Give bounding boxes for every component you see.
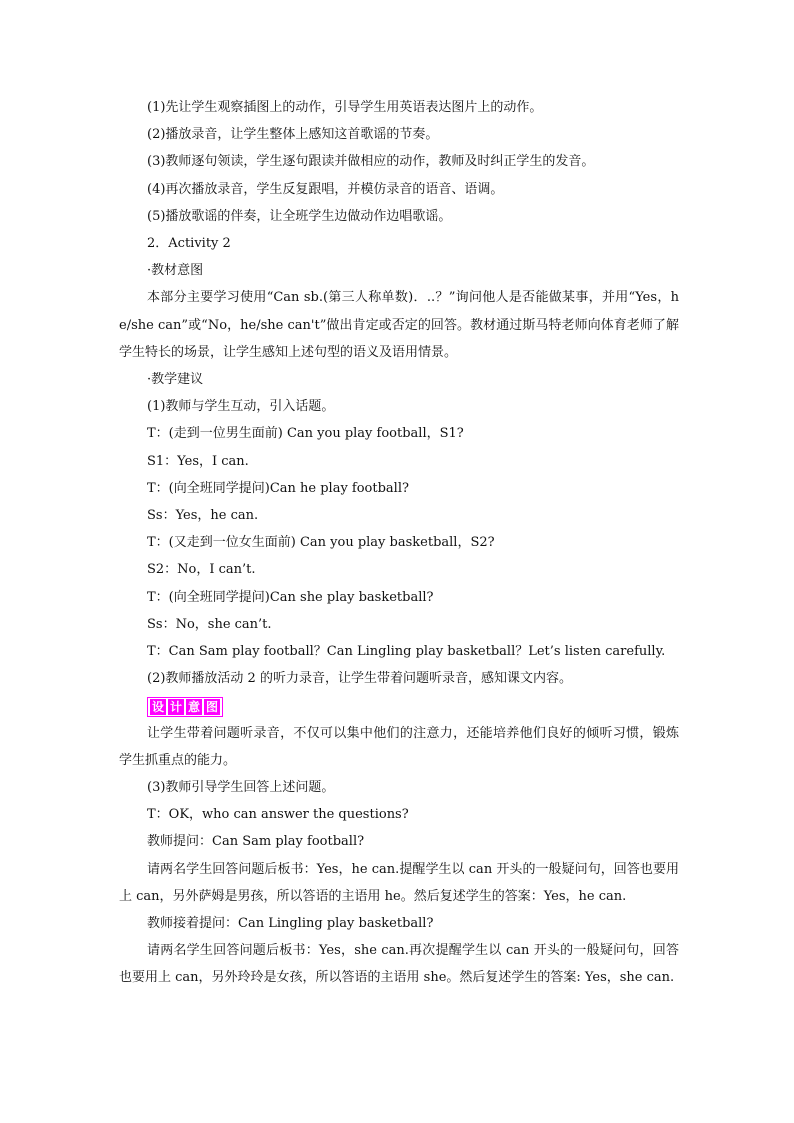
board-writing-paragraph: 请两名学生回答问题后板书：Yes，he can.提醒学生以 can 开头的一般疑问句，回答也要用上 can，另外萨姆是男孩，所以答语的主语用 he。然后复述学生的答案：Yes，he can.	[119, 861, 679, 904]
textbook-intent-paragraph: 本部分主要学习使用“Can sb.(第三人称单数)．..？”询问他人是否能做某事，并用“Yes，he/she can”或“No，he/she can't”做出肯定或否定的回答。教材通过斯马特老师向体育老师了解学生特长的场景，让学生感知上述句型的语义及语用情景。	[119, 290, 679, 360]
teacher-question-line: 教师接着提问：Can Lingling play basketball?	[147, 916, 434, 932]
dialogue-line: T：(走到一位男生面前) Can you play football，S1?	[147, 426, 464, 442]
activity-2-heading: 2．Activity 2	[147, 236, 231, 252]
step-1-paragraph: (1)先让学生观察插图上的动作，引导学生用英语表达图片上的动作。	[147, 100, 543, 115]
suggestion-1-paragraph: (1)教师与学生互动，引入话题。	[147, 399, 335, 415]
dialogue-line: T：Can Sam play football？Can Lingling play basketball？Let’s listen carefully.	[147, 644, 666, 660]
dialogue-line: S1：Yes，I can.	[147, 453, 249, 469]
step-4-paragraph: (4)再次播放录音，学生反复跟唱，并模仿录音的语音、语调。	[147, 181, 504, 197]
badge-char: 意	[187, 700, 200, 715]
step-5-paragraph: (5)播放歌谣的伴奏，让全班学生边做动作边唱歌谣。	[147, 208, 452, 224]
design-intent-badge-line	[119, 692, 679, 719]
step-2-paragraph: (2)播放录音，让学生整体上感知这首歌谣的节奏。	[147, 127, 439, 143]
board-writing-paragraph: 请两名学生回答问题后板书：Yes，she can.再次提醒学生以 can 开头的一般疑问句，回答也要用上 can，另外玲玲是女孩，所以答语的主语用 she。然后复述学生的答案: Yes，she can.	[119, 943, 679, 986]
dialogue-line: T：(向全班同学提问)Can he play football?	[147, 480, 409, 496]
design-intent-badge	[147, 697, 223, 717]
dialogue-line: Ss：Yes，he can.	[147, 508, 259, 524]
design-intent-paragraph: 让学生带着问题听录音，不仅可以集中他们的注意力，还能培养他们良好的倾听习惯，锻炼学生抓重点的能力。	[119, 725, 679, 768]
dialogue-line: T：OK，who can answer the questions?	[147, 807, 409, 823]
dialogue-line: S2：No，I can’t.	[147, 562, 256, 578]
textbook-intent-heading: ·教材意图	[147, 263, 204, 279]
badge-char: 计	[169, 700, 182, 715]
document-body	[119, 94, 679, 992]
dialogue-line: Ss：No，she can’t.	[147, 616, 272, 632]
teacher-question-line: 教师提问：Can Sam play football?	[147, 834, 365, 850]
badge-char: 设	[151, 700, 164, 715]
suggestion-3-paragraph: (3)教师引导学生回答上述问题。	[147, 780, 335, 796]
dialogue-line: T：(又走到一位女生面前) Can you play basketball，S2?	[147, 535, 495, 551]
badge-char: 图	[205, 700, 218, 715]
step-3-paragraph: (3)教师逐句领读，学生逐句跟读并做相应的动作，教师及时纠正学生的发音。	[147, 154, 595, 170]
dialogue-line: T：(向全班同学提问)Can she play basketball?	[147, 589, 434, 605]
suggestion-2-paragraph: (2)教师播放活动 2 的听力录音，让学生带着问题听录音，感知课文内容。	[147, 671, 572, 687]
teaching-suggestions-heading: ·教学建议	[147, 372, 204, 388]
